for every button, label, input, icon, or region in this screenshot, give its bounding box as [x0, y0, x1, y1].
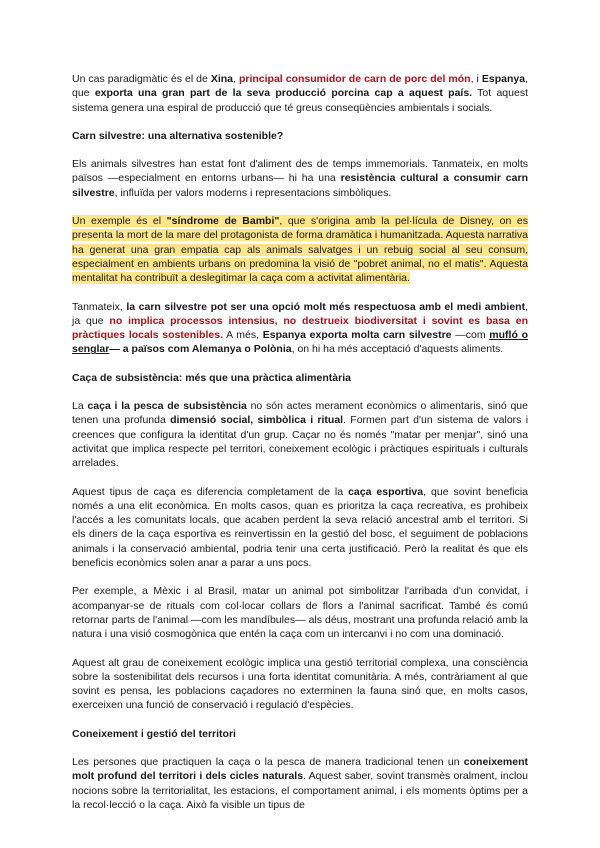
paragraph-bambi-highlight: Un exemple és el "síndrome de Bambi", que s'origina amb la pel·lícula de Disney, on es presenta la mort de la mare del protagonista de forma dramàtica i humanitzada. Aquesta narrativa ha generat una gran empatia cap als animals salvatges i un rebuig social al seu consum, especialment en ambients urbans on predomina la visió de "pobret animal, no el matis". Aquesta mentalitat ha contribuït a deslegitimar la caça com a activitat alimentària. — [72, 215, 528, 285]
paragraph-ecological-knowledge: Aquest alt grau de coneixement ecològic implica una gestió territorial complexa, una consciència sobre la sostenibilitat dels recursos i una forta identitat comunitària. A més, contràriament al que sovint es pensa, les poblacions caçadores no exterminen la fauna sinó que, en molts casos, exerceixen una funció de conservació i regulació d'espècies. — [72, 656, 528, 712]
document-body — [72, 72, 528, 826]
heading-wild-meat: Carn silvestre: una alternativa sostenible? — [72, 129, 284, 142]
heading-subsistence-hunting: Caça de subsistència: més que una pràctica alimentària — [72, 371, 351, 384]
heading-territory-knowledge: Coneixement i gestió del territori — [72, 727, 236, 740]
paragraph-subsistence: La caça i la pesca de subsistència no són actes merament econòmics o alimentaris, sinó que tenen una profunda dimensió social, simbòlica i ritual. Formen part d'un sistema de valors i creences que configura la identitat d'un grup. Caçar no és només "matar per menjar", sinó una activitat que implica respecte pel territori, coneixement ecològic i pràctiques espirituals i culturals arrelades. — [72, 400, 529, 470]
paragraph-traditional-knowledge: Les persones que practiquen la caça o la pesca de manera tradicional tenen un coneixement molt profund del territori i dels cicles naturals. Aquest saber, sovint transmès oralment, inclou nocions sobre la territorialitat, les estacions, el comportament animal, i els moments òptims per a la recol·lecció o la caça. Això fa visible un tipus de — [72, 755, 528, 811]
paragraph-wild-meat-option: Tanmateix, la carn silvestre pot ser una opció molt més respectuosa amb el medi ambient, ja que no implica processos intensius, no destrueix biodiversitat i sovint es basa en pràctiques locals sostenibles. A més, Espanya exporta molta carn silvestre —com mufló o senglar— a països com Alemanya o Polònia, on hi ha més acceptació d'aquests aliments. — [72, 300, 528, 356]
paragraph-sport-hunting: Aquest tipus de caça es diferencia completament de la caça esportiva, que sovint beneficia només a una elit econòmica. En molts casos, quan es prioritza la caça recreativa, es prohibeix l'accés a les comunitats locals, que acaben perdent la seva relació ancestral amb el territori. Si els diners de la caça esportiva es reinvertissin en la gestió del bosc, el seguiment de poblacions animals i la conservació ambiental, podria tenir una certa justificació. Però la realitat és que els beneficis econòmics solen anar a parar a uns pocs. — [72, 485, 528, 570]
paragraph-china-spain: Un cas paradigmàtic és el de Xina, principal consumidor de carn de porc del món, i Espanya, que exporta una gran part de la seva producció porcina cap a aquest país. Tot aquest sistema genera una espiral de producció que té greus conseqüències ambientals i socials. — [72, 73, 528, 114]
paragraph-mexico-brazil: Per exemple, a Mèxic i al Brasil, matar un animal pot simbolitzar l'arribada d'un convidat, i acompanyar-se de rituals com col·locar collars de flors a l'animal sacrificat. També és comú retornar parts de l'animal —com les mandíbules— als déus, mostrant una profunda relació amb la natura i una visió cosmogònica que entén la caça com un intercanvi i no com una dominació. — [72, 585, 528, 641]
paragraph-wild-animals: Els animals silvestres han estat font d'aliment des de temps immemorials. Tanmateix, en molts països —especialment en entorns urbans— hi ha una resistència cultural a consumir carn silvestre, influïda per valors moderns i representacions simbòliques. — [72, 158, 528, 199]
